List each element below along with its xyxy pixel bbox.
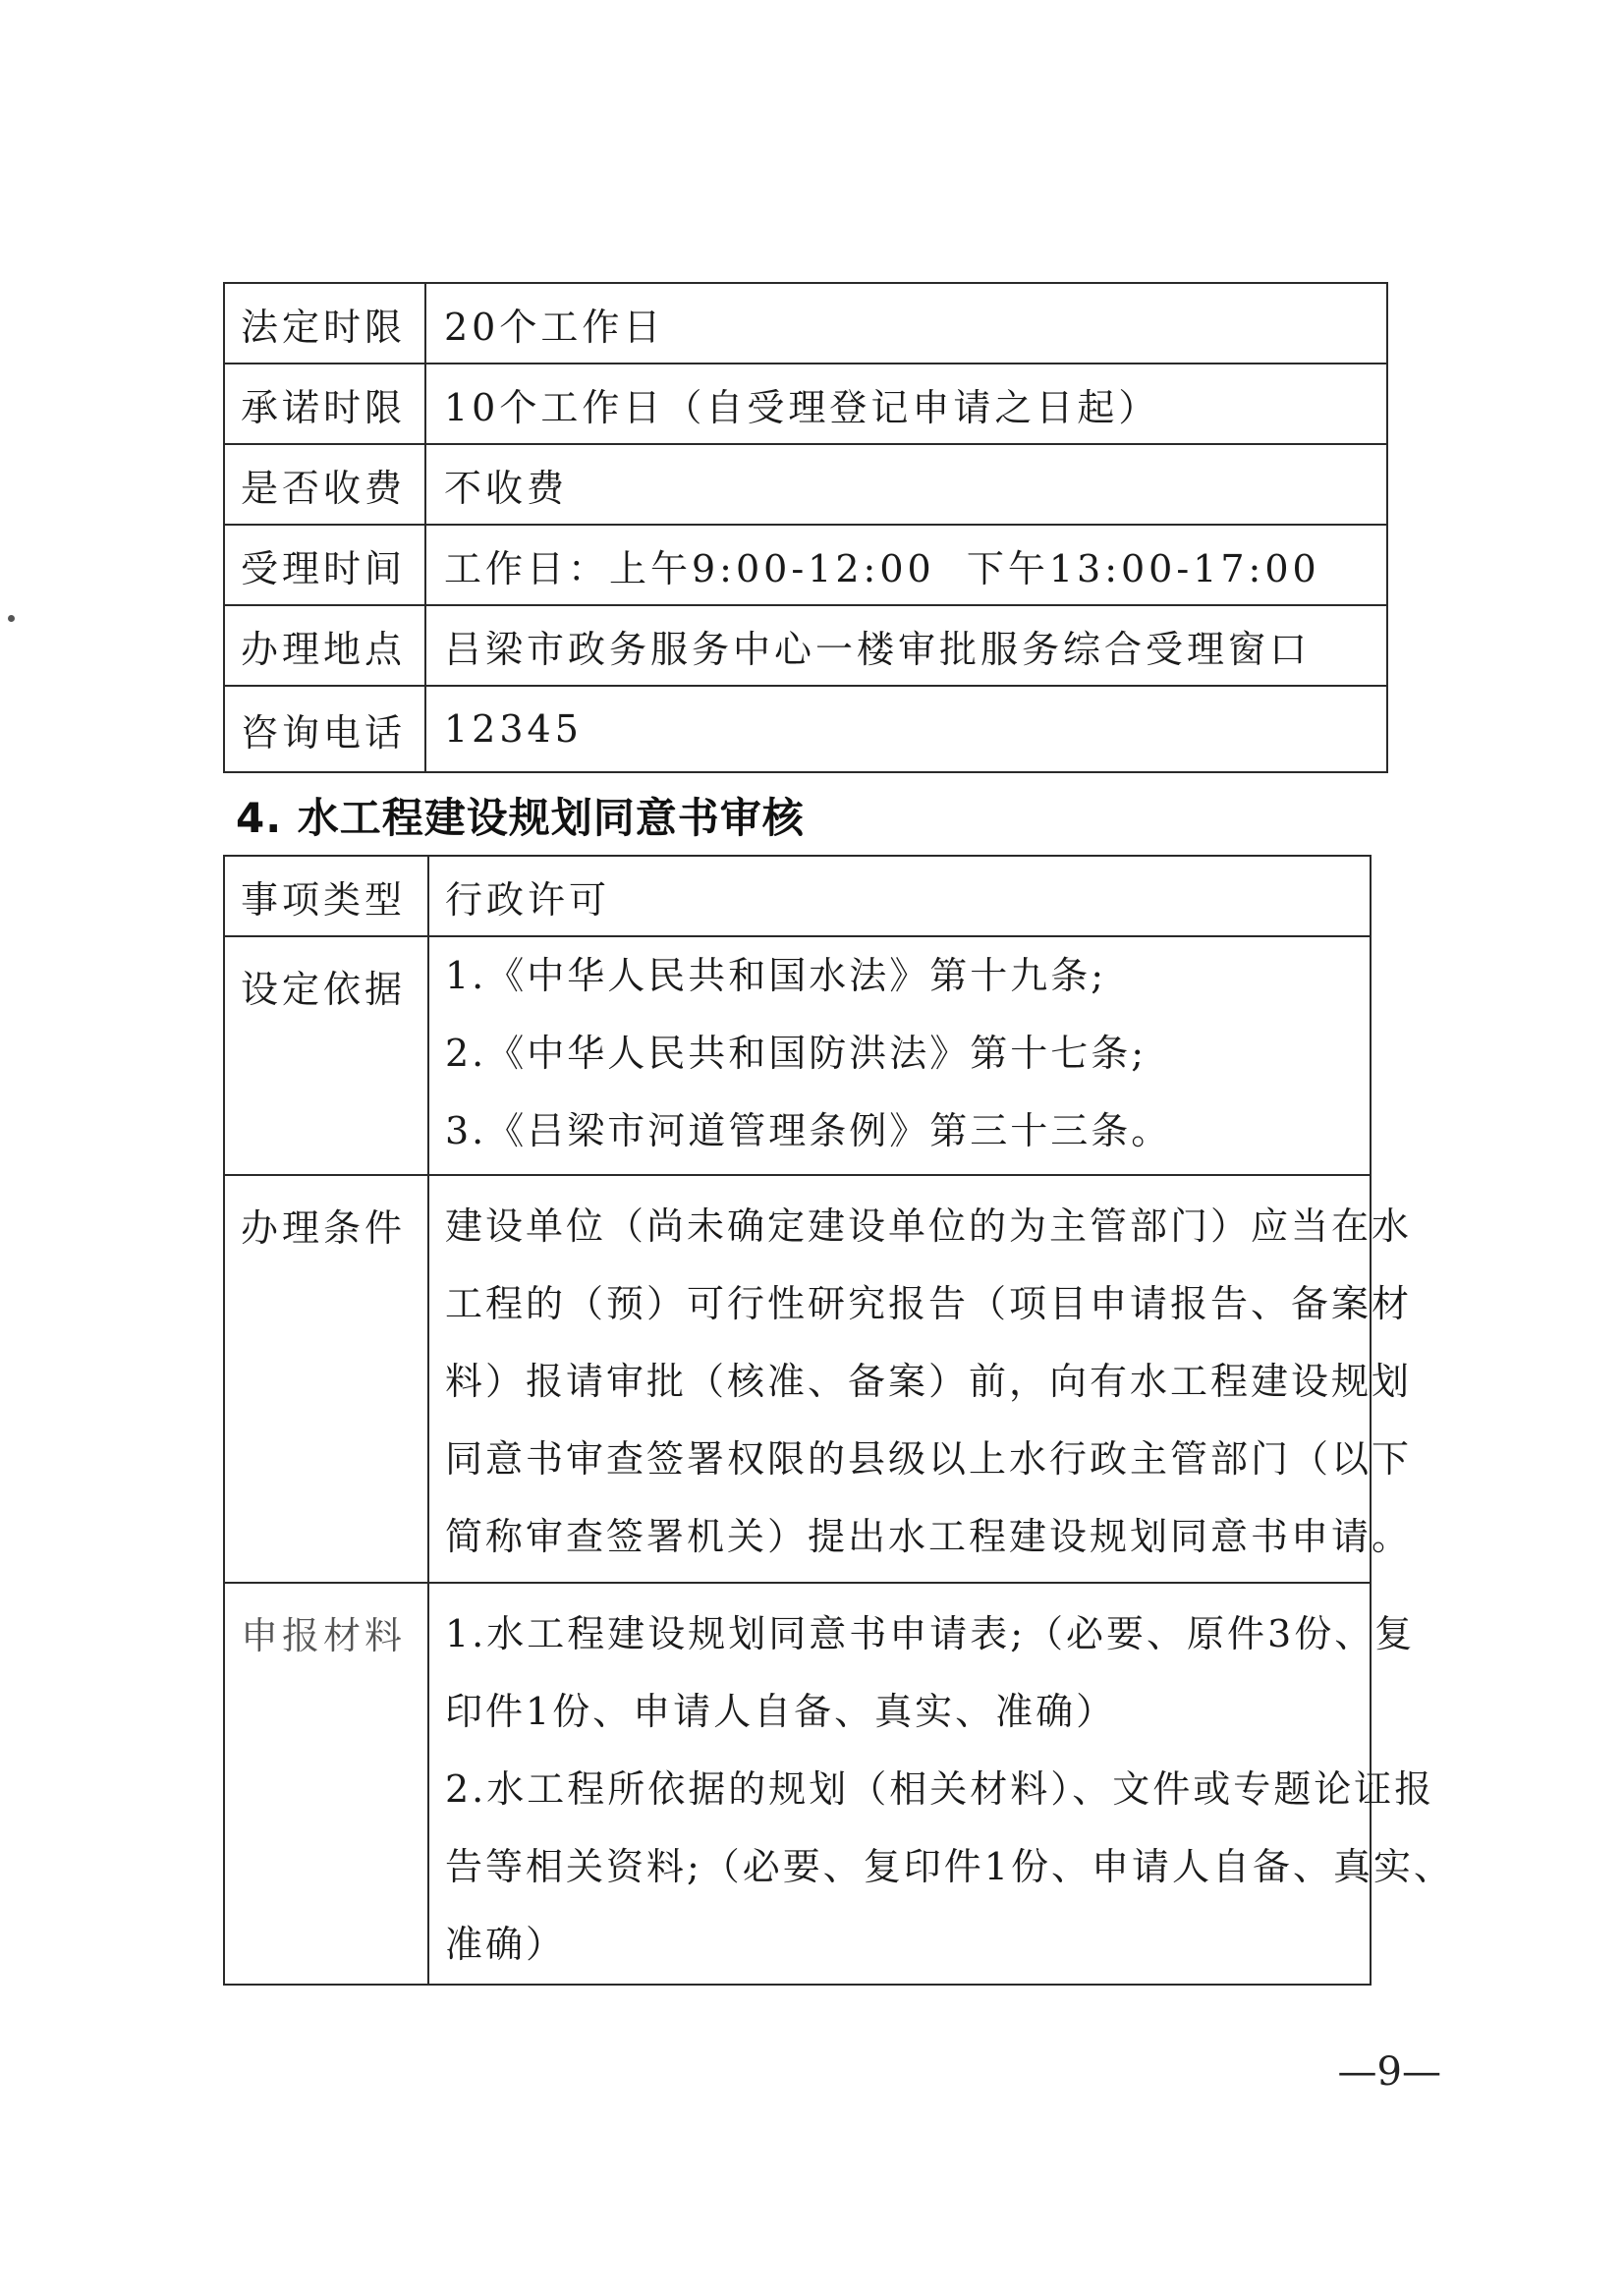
table-row	[224, 364, 1387, 444]
table-row	[224, 283, 1387, 364]
table-row	[224, 1175, 1371, 1583]
row-label-legal-basis: 设定依据	[224, 936, 428, 1175]
materials-line: 准确）	[445, 1923, 567, 1966]
row-value-fee: 不收费	[425, 444, 1387, 525]
row-label-fee: 是否收费	[224, 444, 425, 525]
row-label-conditions: 办理条件	[224, 1175, 428, 1583]
table-row	[224, 856, 1371, 936]
approval-item-table	[223, 855, 1454, 1986]
service-info-table	[223, 282, 1388, 773]
row-value-conditions	[428, 1175, 1413, 1583]
materials-line: 2.水工程所依据的规划（相关材料）、文件或专题论证报	[445, 1767, 1435, 1811]
page-number: —9—	[1337, 2049, 1441, 2095]
table-row	[224, 605, 1387, 686]
conditions-line: 简称审查签署机关）提出水工程建设规划同意书申请。	[445, 1515, 1413, 1558]
row-value-item-type: 行政许可	[428, 856, 1371, 936]
table-row	[224, 686, 1387, 772]
row-label-hotline: 咨询电话	[224, 686, 425, 772]
materials-line: 告等相关资料;（必要、复印件1份、申请人自备、真实、	[445, 1845, 1454, 1888]
table-row	[224, 1583, 1371, 1985]
row-value-materials	[428, 1583, 1454, 1985]
legal-basis-line: 2.《中华人民共和国防洪法》第十七条;	[445, 1032, 1148, 1075]
conditions-line: 料）报请审批（核准、备案）前，向有水工程建设规划	[445, 1360, 1413, 1403]
table-row	[224, 444, 1387, 525]
table-row	[224, 936, 1371, 1175]
legal-basis-line: 1.《中华人民共和国水法》第十九条;	[445, 954, 1107, 997]
conditions-line: 建设单位（尚未确定建设单位的为主管部门）应当在水	[445, 1204, 1413, 1248]
row-value-office-hours: 工作日：上午9:00-12:00 下午13:00-17:00	[425, 525, 1387, 605]
row-label-location: 办理地点	[224, 605, 425, 686]
row-label-materials: 申报材料	[224, 1583, 428, 1985]
row-value-hotline: 12345	[425, 686, 1387, 772]
scan-artifact-dot	[8, 615, 15, 622]
row-label-office-hours: 受理时间	[224, 525, 425, 605]
row-label-item-type: 事项类型	[224, 856, 428, 936]
section-heading: 4. 水工程建设规划同意书审核	[236, 794, 805, 842]
row-value-legal-basis	[428, 936, 1371, 1175]
conditions-line: 工程的（预）可行性研究报告（项目申请报告、备案材	[445, 1282, 1413, 1325]
row-value-legal-time-limit: 20个工作日	[425, 283, 1387, 364]
row-label-legal-time-limit: 法定时限	[224, 283, 425, 364]
legal-basis-line: 3.《吕梁市河道管理条例》第三十三条。	[445, 1109, 1172, 1152]
conditions-line: 同意书审查签署权限的县级以上水行政主管部门（以下	[445, 1437, 1413, 1481]
row-label-promised-time-limit: 承诺时限	[224, 364, 425, 444]
row-value-promised-time-limit: 10个工作日（自受理登记申请之日起）	[425, 364, 1387, 444]
materials-line: 印件1份、申请人自备、真实、准确）	[445, 1690, 1117, 1733]
materials-line: 1.水工程建设规划同意书申请表;（必要、原件3份、复	[445, 1612, 1416, 1655]
row-value-location: 吕梁市政务服务中心一楼审批服务综合受理窗口	[425, 605, 1387, 686]
table-row	[224, 525, 1387, 605]
